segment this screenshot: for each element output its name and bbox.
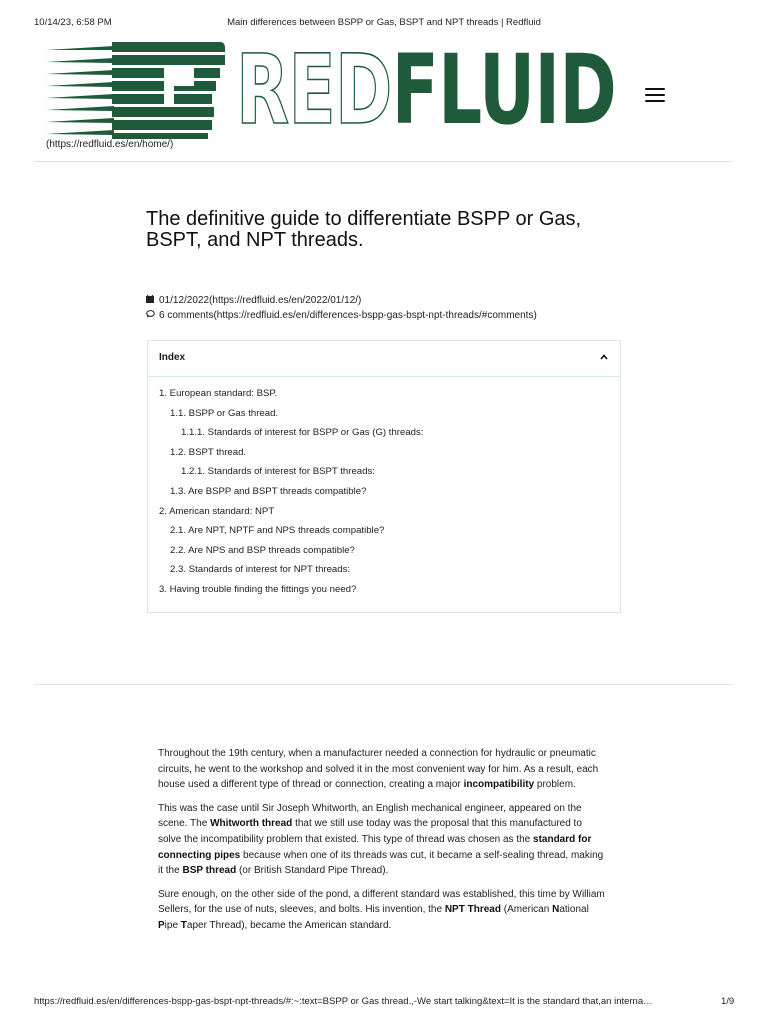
toc-item[interactable]: 3. Having trouble finding the fittings you need? bbox=[159, 583, 357, 595]
toc-item[interactable]: 2.3. Standards of interest for NPT threads: bbox=[170, 564, 351, 576]
bold-text: N bbox=[552, 904, 560, 916]
post-comments-row[interactable] bbox=[146, 308, 537, 323]
bold-text: NPT Thread bbox=[444, 904, 501, 916]
bold-text: P bbox=[158, 919, 165, 931]
body-paragraph bbox=[158, 801, 606, 879]
print-document-title: Main differences between BSPP or Gas, BSPT and NPT threads | Redfluid bbox=[227, 17, 541, 28]
toc-header[interactable] bbox=[148, 341, 620, 377]
toc-list bbox=[159, 388, 423, 604]
text-run: problem. bbox=[534, 779, 576, 791]
text-run: ipe bbox=[164, 919, 181, 931]
text-run: ational bbox=[559, 904, 589, 916]
logo-word-red: RED bbox=[236, 34, 392, 146]
post-date-row[interactable] bbox=[146, 293, 537, 308]
home-link[interactable]: (https://redfluid.es/en/home/) bbox=[46, 139, 174, 150]
bold-text: incompatibility bbox=[463, 779, 535, 791]
text-run: This was the case until Sir Joseph Whitworth, an English mechanical engineer, appeared on the scene. The bbox=[158, 802, 582, 830]
logo-wordmark bbox=[236, 34, 617, 146]
bold-text: Whitworth thread bbox=[210, 818, 293, 830]
toc-item[interactable]: 1.1.1. Standards of interest for BSPP or Gas (G) threads: bbox=[181, 427, 424, 439]
toc-title: Index bbox=[159, 352, 186, 363]
text-run: A bbox=[507, 904, 514, 916]
page-title: The definitive guide to differentiate BSPP or Gas, BSPT, and NPT threads. bbox=[146, 208, 582, 251]
text-run: that we still use today was the proposal that this manufactured to solve the incompatibility problem that existed. This type of thread was chosen as the bbox=[158, 818, 582, 845]
text-run: Sure enough, on the other side of the pond, a different standard was established, this time by William Sellers, for the use of nuts, sleeves, and bolts. His invention, the bbox=[158, 888, 605, 916]
toc-item[interactable]: 1.2.1. Standards of interest for BSPT threads: bbox=[181, 466, 375, 478]
toc-item[interactable]: 2.2. Are NPS and BSP threads compatible? bbox=[170, 544, 355, 556]
article-body bbox=[158, 746, 606, 942]
toc-item[interactable]: 1.3. Are BSPP and BSPT threads compatible? bbox=[170, 485, 367, 497]
table-of-contents bbox=[147, 340, 621, 613]
toc-item[interactable]: 1.1. BSPP or Gas thread. bbox=[170, 407, 279, 419]
comment-icon bbox=[146, 308, 156, 323]
calendar-icon bbox=[146, 293, 156, 308]
chevron-up-icon[interactable] bbox=[600, 353, 608, 361]
post-comments: 6 comments(https://redfluid.es/en/differences-bspp-gas-bspt-npt-threads/#comments) bbox=[159, 310, 537, 321]
text-run: ( bbox=[500, 904, 508, 916]
bold-text: BSP thread bbox=[182, 865, 237, 877]
toc-item[interactable]: 1.2. BSPT thread. bbox=[170, 446, 247, 458]
section-divider bbox=[34, 684, 733, 685]
print-datetime: 10/14/23, 6:58 PM bbox=[34, 17, 112, 28]
body-paragraph bbox=[158, 746, 606, 793]
text-run: (or British Standard Pipe Thread). bbox=[236, 865, 389, 877]
print-header bbox=[0, 17, 768, 29]
hamburger-menu-icon[interactable] bbox=[645, 88, 665, 104]
logo-tubes-mark bbox=[44, 42, 226, 140]
header-divider bbox=[34, 161, 733, 162]
bold-text: standard for connecting pipes bbox=[158, 833, 592, 861]
text-run: because when one of its threads was cut, it became a self-sealing thread, making it the bbox=[158, 849, 604, 877]
text-run: aper Thread), became the American standard. bbox=[186, 919, 392, 931]
logo-word-fluid: FLUID bbox=[391, 34, 617, 146]
print-footer-url: https://redfluid.es/en/differences-bspp-gas-bspt-npt-threads/#:~:text=BSPP or Gas thread.,-We start talking&text=It is the standard that,an interna… bbox=[34, 996, 653, 1007]
toc-item[interactable]: 1. European standard: BSP. bbox=[159, 388, 278, 399]
post-meta bbox=[146, 293, 537, 323]
bold-text: T bbox=[180, 919, 187, 931]
toc-item[interactable]: 2.1. Are NPT, NPTF and NPS threads compatible? bbox=[170, 525, 385, 537]
text-run: Throughout the 19th century, when a manufacturer needed a connection for hydraulic or pneumatic circuits, he went to the workshop and solved it in the most convenient way for him. As a result, each house used a different type of thread or connection, creating a major bbox=[158, 748, 599, 791]
body-paragraph bbox=[158, 887, 606, 934]
toc-item[interactable]: 2. American standard: NPT bbox=[159, 505, 275, 517]
post-date: 01/12/2022(https://redfluid.es/en/2022/01/12/) bbox=[159, 295, 362, 306]
page-number: 1/9 bbox=[721, 996, 735, 1007]
text-run: merican bbox=[513, 904, 553, 916]
